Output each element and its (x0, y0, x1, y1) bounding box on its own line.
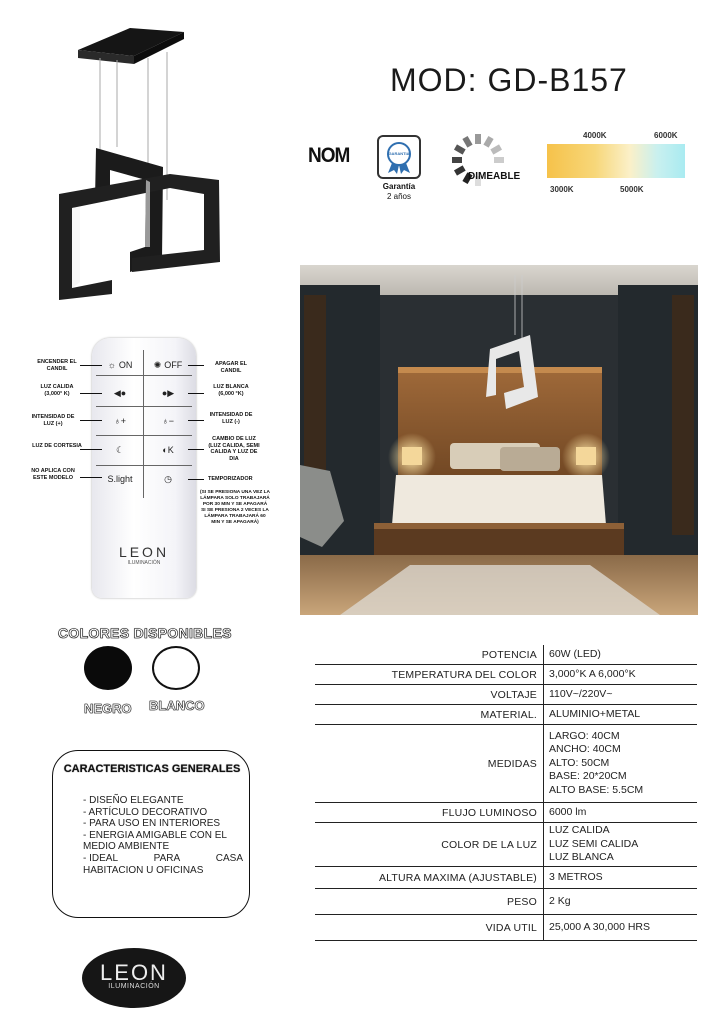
remote-light-change-button[interactable] (146, 441, 190, 459)
spec-value (544, 915, 697, 940)
spec-value-line: ALTO BASE: 5.5CM (549, 783, 644, 796)
lamp-product-image (50, 22, 240, 307)
spec-value-line: ANCHO: 40CM (549, 743, 621, 756)
table-row (315, 705, 697, 725)
spec-value-line: LARGO: 40CM (549, 729, 620, 742)
spec-value (544, 645, 697, 664)
spec-value-line: LUZ SEMI CALIDA (549, 837, 639, 850)
remote-warm-light-button[interactable] (98, 384, 142, 402)
arrow-line (80, 365, 102, 366)
table-row (315, 823, 697, 867)
model-title: MOD: GD-B157 (390, 62, 628, 98)
spec-value-line: ALUMINIO+METAL (549, 707, 641, 720)
spec-value (544, 685, 697, 704)
remote-on-button[interactable]: ☼ ON (107, 360, 133, 370)
bulb-plus-icon: ♁+ (113, 416, 126, 426)
spec-value (544, 823, 697, 866)
list-item: - ENERGIA AMIGABLE CON EL MEDIO AMBIENTE (83, 829, 227, 853)
spec-value (544, 665, 697, 684)
spec-value-line: 3,000°K A 6,000°K (549, 667, 636, 680)
remote-label-warm: LUZ CALIDA (3,000° K) (40, 384, 74, 397)
spec-label: PESO (507, 895, 537, 908)
list-item: - ARTÍCULO DECORATIVO (83, 806, 208, 818)
logo-sub: ILUMINACIÓN (108, 983, 160, 990)
spec-value-line: 2 Kg (549, 894, 571, 907)
spec-value (544, 889, 697, 914)
logo-text: LEON (100, 960, 168, 985)
arrow-line (80, 420, 102, 421)
remote-timer-button[interactable] (146, 470, 190, 488)
spec-label: MATERIAL. (480, 708, 537, 721)
brand-logo (82, 948, 186, 1008)
arrow-line (188, 479, 204, 480)
spec-value (544, 867, 697, 888)
remote-label-timer: TEMPORIZADOR (208, 476, 253, 482)
warm-light-icon: ◀● (113, 387, 127, 398)
remote-label-not-applicable: NO APLICA CON ESTE MODELO (31, 468, 75, 481)
color-temp-label-6000k: 6000K (654, 131, 678, 140)
spec-label: TEMPERATURA DEL COLOR (391, 668, 537, 681)
remote-label-brightness-down: INTENSIDAD DE LUZ (-) (209, 412, 253, 425)
spec-value-line: 60W (LED) (549, 647, 601, 660)
color-temp-label-4000k: 4000K (583, 131, 607, 140)
table-row (315, 889, 697, 915)
remote-brightness-up-button[interactable] (98, 412, 142, 430)
spec-value-line: LUZ BLANCA (549, 851, 614, 864)
spec-table (315, 645, 697, 941)
spec-value (544, 803, 697, 822)
color-temperature-gradient (547, 144, 685, 178)
list-item: HABITACION U OFICINAS (83, 864, 204, 876)
spec-value-line: 3 METROS (549, 870, 603, 883)
sun-icon: ☼ (107, 360, 116, 370)
spec-label: VIDA UTIL (485, 921, 537, 934)
table-row (315, 665, 697, 685)
spec-label: COLOR DE LA LUZ (441, 838, 537, 851)
bulb-minus-icon: ♁− (161, 416, 174, 426)
spec-label: POTENCIA (481, 648, 537, 661)
spec-value (544, 705, 697, 724)
table-row (315, 645, 697, 665)
color-swatch-black (84, 646, 132, 690)
remote-brand: LEON (118, 544, 170, 560)
remote-slight-button[interactable]: S.light (107, 474, 133, 484)
remote-label-brightness-up: INTENSIDAD DE LUZ (+) (31, 414, 75, 427)
warranty-duration: 2 años (386, 192, 412, 201)
arrow-line (188, 449, 204, 450)
characteristics-title: CARACTERISTICAS GENERALES (63, 763, 241, 775)
spec-value-line: BASE: 20*20CM (549, 770, 627, 783)
color-label-black: NEGRO (84, 701, 132, 716)
white-light-icon: ●▶ (161, 387, 175, 398)
characteristics-box (52, 750, 250, 918)
sun-off-icon: ✺ (153, 359, 162, 370)
warranty-label: Garantía (382, 182, 416, 191)
warranty-seal-icon (377, 135, 421, 179)
color-temp-label-5000k: 5000K (620, 185, 644, 194)
arrow-line (188, 365, 204, 366)
cycle-icon: ◐K (162, 445, 174, 455)
color-temp-label-3000k: 3000K (550, 185, 574, 194)
remote-white-light-button[interactable] (146, 384, 190, 402)
arrow-line (188, 393, 204, 394)
characteristics-list (83, 795, 243, 876)
warranty-seal-text: GARANTIA (388, 151, 410, 156)
color-label-white: BLANCO (149, 698, 205, 713)
spec-value-line: ALTO: 50CM (549, 756, 610, 769)
table-row (315, 803, 697, 823)
remote-brightness-down-button[interactable] (146, 412, 190, 430)
remote-label-courtesy: LUZ DE CORTESIA (32, 443, 82, 449)
color-swatch-white (152, 646, 200, 690)
arrow-line (80, 477, 102, 478)
remote-label-on: ENCENDER EL CANDIL (37, 359, 77, 372)
spec-value-line: 6000 lm (549, 805, 587, 818)
bedroom-photo (300, 265, 698, 615)
spec-label: FLUJO LUMINOSO (442, 806, 537, 819)
spec-value-line: LUZ CALIDA (549, 824, 610, 837)
list-item: - PARA USO EN INTERIORES (83, 818, 221, 830)
remote-control (92, 338, 196, 598)
table-row (315, 685, 697, 705)
nom-certification-badge: NOM (308, 144, 350, 168)
remote-label-off: APAGAR EL CANDIL (215, 361, 247, 374)
spec-value-line: 25,000 A 30,000 HRS (549, 920, 650, 933)
arrow-line (80, 449, 102, 450)
arrow-line (80, 393, 102, 394)
spec-label: MEDIDAS (487, 757, 537, 770)
dimmable-icon (446, 128, 526, 192)
list-item: - DISEÑO ELEGANTE (83, 795, 184, 806)
warranty-badge (372, 135, 426, 202)
table-row (315, 725, 697, 803)
colors-title: COLORES DISPONIBLES (58, 625, 232, 641)
spec-value (544, 725, 697, 802)
remote-label-timer-note: (SI SE PRESIONA UNA VEZ LA LÁMPARA SOLO TRABAJARÁ POR 30 MIN Y SE APAGARÁ SI SE PRESIONA 2 VECES LA LÁMPARA TRABAJARÁ 60 MIN Y SE APAGARÁ) (200, 490, 271, 525)
remote-off-button[interactable]: ✺ OFF (153, 359, 183, 370)
moon-icon: ☾ (115, 444, 125, 455)
remote-label-light-change: CAMBIO DE LUZ (LUZ CALIDA, SEMI CALIDA Y LUZ DE DIA (208, 436, 260, 462)
list-item: - IDEAL PARA CASA (83, 852, 243, 864)
table-row (315, 915, 697, 941)
dimmable-label: DIMEABLE (468, 171, 521, 182)
arrow-line (188, 420, 204, 421)
remote-label-white: LUZ BLANCA (6,000 °K) (213, 384, 249, 397)
spec-value-line: 110V~/220V~ (549, 687, 613, 700)
clock-icon: ◷ (164, 473, 172, 484)
remote-courtesy-light-button[interactable] (98, 441, 142, 459)
spec-label: ALTURA MAXIMA (AJUSTABLE) (378, 871, 537, 884)
remote-brand-sub: ILUMINACIÓN (127, 560, 161, 566)
spec-label: VOLTAJE (490, 688, 537, 701)
table-row (315, 867, 697, 889)
